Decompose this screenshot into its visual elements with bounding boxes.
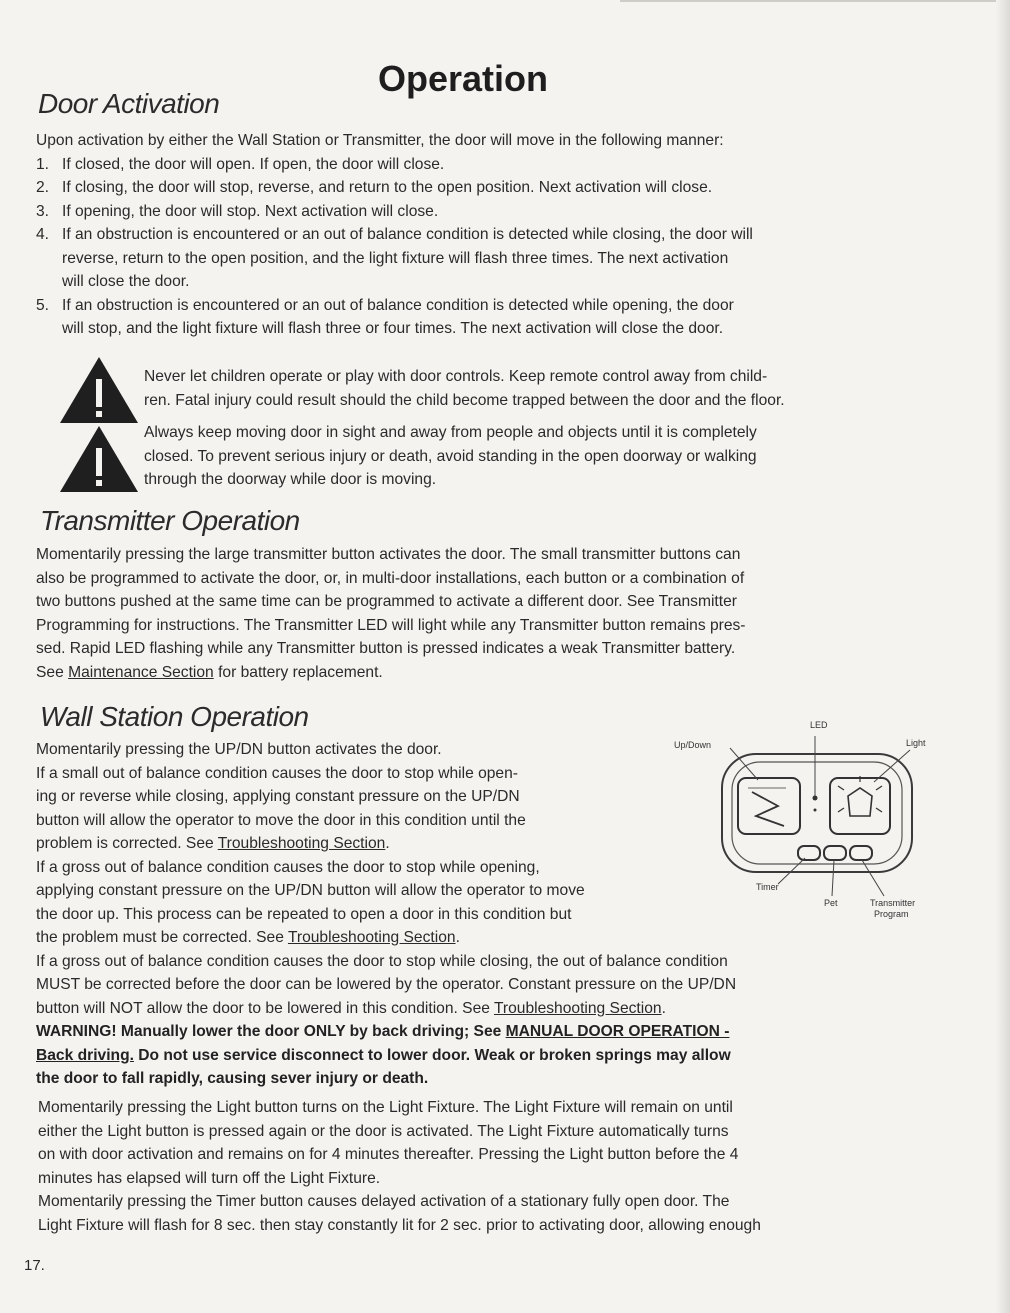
warning-children: Never let children operate or play with door controls. Keep remote control away from child- ren. Fatal injury could result should the child become trapped between the door and the floor. — [144, 368, 785, 409]
page-number: 17. — [24, 1257, 45, 1274]
wall-station-diagram — [660, 716, 950, 926]
diagram-label-transmitter: Transmitter — [870, 898, 916, 908]
list-item: 3. If opening, the door will stop. Next activation will close. — [36, 202, 439, 220]
manual-lowering-warning: WARNING! Manually lower the door ONLY by back driving; See MANUAL DOOR OPERATION - Back driving. Do not use service disconnect to lower door. Weak or broken springs may allow the door to fall rapidly, causing sever injury or death. — [36, 1023, 731, 1087]
diagram-label-program: Program — [874, 909, 909, 919]
list-item: 4. If an obstruction is encountered or an out of balance condition is detected while closing, the door will reverse, return to the open position, and the light fixture will flash three times. The next activation will close the door. — [36, 226, 753, 290]
list-item: 2. If closing, the door will stop, reverse, and return to the open position. Next activation will close. — [36, 179, 713, 196]
diagram-label-light: Light — [906, 738, 926, 748]
wall-station-body: Momentarily pressing the UP/DN button activates the door. If a small out of balance condition causes the door to stop while open- ing or reverse while closing, applying constant pressure on the UP/DN button will allow the operator to move the door in this condition until the problem is corrected. See Troubleshooting Section. If a gross out of balance condition causes the door to stop while opening, applying constant pressure on the UP/DN button will allow the operator to move the door up. This process can be repeated to open a door in this condition but the problem must be corrected. See Troubleshooting Section. If a gross out of balance condition causes the door to stop while closing, the out of balance condition MUST be corrected before the door can be lowered by the operator. Constant pressure on the UP/DN button will NOT allow the door to be lowered in this condition. See Troubleshooting Section. — [36, 741, 737, 1017]
maintenance-section-link[interactable]: Maintenance Section — [68, 663, 214, 681]
scan-edge-top — [620, 0, 1010, 2]
troubleshooting-section-link[interactable]: Troubleshooting Section — [217, 835, 386, 852]
transmitter-heading: Transmitter Operation — [40, 505, 300, 536]
diagram-label-timer: Timer — [756, 882, 779, 892]
door-activation-body — [36, 129, 966, 341]
light-timer-body: Momentarily pressing the Light button turns on the Light Fixture. The Light Fixture will remain on until either the Light button is pressed again or the door is activated. The Light Fixture automatically turns on with door activation and remains on for 4 minutes thereafter. Pressing the Light button before the 4 minutes has elapsed will turn off the Light Fixture. Momentarily pressing the Timer button causes delayed activation of a stationary fully open door. The Light Fixture will flash for 8 sec. then stay constantly lit for 2 sec. prior to activating door, allowing enough — [38, 1099, 761, 1234]
troubleshooting-section-link[interactable]: Troubleshooting Section — [493, 999, 662, 1017]
back-driving-link[interactable]: Back driving. — [36, 1046, 134, 1064]
door-activation-intro: Upon activation by either the Wall Station or Transmitter, the door will move in the following manner: — [36, 132, 724, 149]
warning-triangle-icon — [58, 355, 140, 425]
diagram-label-pet: Pet — [824, 898, 838, 908]
list-item: 5. If an obstruction is encountered or an out of balance condition is detected while opening, the door will stop, and the light fixture will flash three or four times. The next activation will close the door. — [36, 296, 734, 337]
page-title: Operation — [378, 58, 549, 99]
warning-triangle-icon — [58, 424, 140, 494]
transmitter-body: Momentarily pressing the large transmitter button activates the door. The small transmitter buttons can also be programmed to activate the door, or, in multi-door installations, each button or a combination of two buttons pushed at the same time can be programmed to activate a different door. See Transmitter Programming for instructions. The Transmitter LED will light while any Transmitter button remains pres- sed. Rapid LED flashing while any Transmitter button is pressed indicates a weak Transmitter battery. See Maintenance Section for battery replacement. — [36, 546, 746, 681]
troubleshooting-section-link[interactable]: Troubleshooting Section — [287, 929, 456, 946]
scan-edge-right — [996, 0, 1010, 1313]
warning-moving-door: Always keep moving door in sight and away from people and objects until it is completely closed. To prevent serious injury or death, avoid standing in the open doorway or walking through the doorway while door is moving. — [144, 424, 757, 488]
diagram-label-led: LED — [810, 720, 828, 730]
diagram-label-updown: Up/Down — [674, 740, 712, 750]
list-item: 1. If closed, the door will open. If open, the door will close. — [36, 155, 445, 173]
manual-door-operation-link[interactable]: MANUAL DOOR OPERATION - — [505, 1023, 730, 1040]
door-activation-heading: Door Activation — [38, 88, 220, 119]
wall-station-heading: Wall Station Operation — [40, 701, 309, 732]
